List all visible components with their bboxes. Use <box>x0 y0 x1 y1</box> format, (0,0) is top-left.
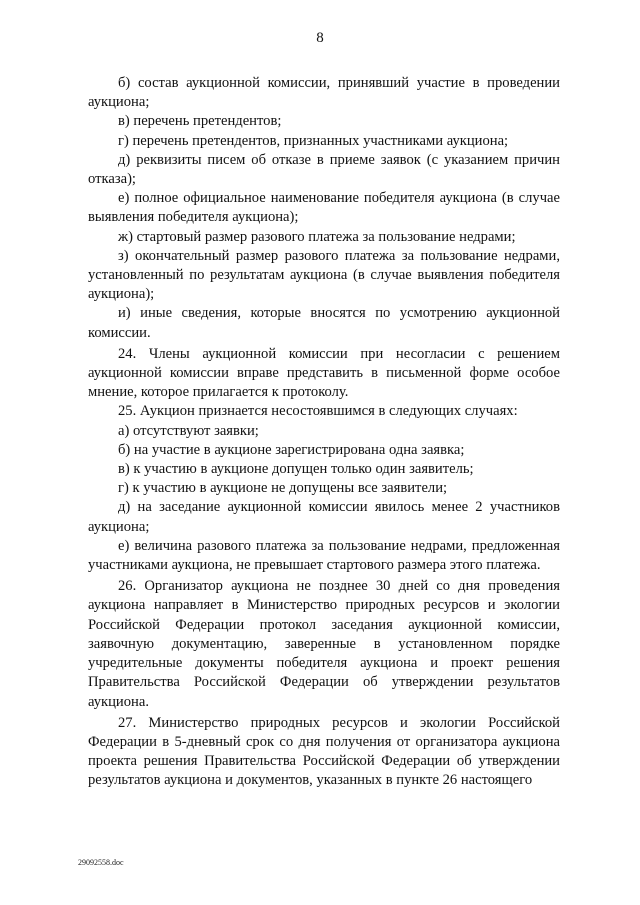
clause-27: 27. Министерство природных ресурсов и экологии Российской Федерации в 5-дневный срок со дня получения от организатора аукциона проекта решения Правительства Российской Федерации об утверждении результатов аукциона и документов, указанных в пункте 26 настоящего <box>88 714 560 789</box>
document-body <box>88 74 560 791</box>
clause-25-item-v: в) к участию в аукционе допущен только один заявитель; <box>118 461 474 478</box>
clause-25-item-b: б) на участие в аукционе зарегистрирована одна заявка; <box>118 441 465 458</box>
clause-25: 25. Аукцион признается несостоявшимся в следующих случаях: <box>118 403 518 420</box>
footer-file-name: 29092558.doc <box>78 858 124 867</box>
paragraph-item-i: и) иные сведения, которые вносятся по усмотрению аукционной комиссии. <box>88 305 560 341</box>
paragraph-item-e: е) полное официальное наименование победителя аукциона (в случае выявления победителя аукциона); <box>88 190 560 226</box>
clause-25-item-a: а) отсутствуют заявки; <box>118 422 259 439</box>
clause-25-item-d: д) на заседание аукционной комиссии явилось менее 2 участников аукциона; <box>88 499 560 535</box>
clause-24: 24. Члены аукционной комиссии при несогласии с решением аукционной комиссии вправе представить в письменной форме особое мнение, которое прилагается к протоколу. <box>88 345 560 401</box>
paragraph-item-zh: ж) стартовый размер разового платежа за пользование недрами; <box>118 228 516 245</box>
clause-25-item-e: е) величина разового платежа за пользование недрами, предложенная участниками аукциона, не превышает стартового размера этого платежа. <box>88 537 560 574</box>
paragraph-item-b: б) состав аукционной комиссии, принявший участие в проведении аукциона; <box>88 75 560 111</box>
paragraph-item-g: г) перечень претендентов, признанных участниками аукциона; <box>118 132 509 149</box>
clause-25-item-g: г) к участию в аукционе не допущены все заявители; <box>118 480 448 497</box>
paragraph-item-v: в) перечень претендентов; <box>118 113 282 130</box>
paragraph-item-z: з) окончательный размер разового платежа за пользование недрами, установленный по результатам аукциона (в случае выявления победителя аукциона); <box>88 247 560 303</box>
clause-26: 26. Организатор аукциона не позднее 30 дней со дня проведения аукциона направляет в Министерство природных ресурсов и экологии Российской Федерации протокол заседания аукционной комиссии, заявочную документацию, заверенные в установленном порядке учредительные документы победителя аукциона и проект решения Правительства Российской Федерации об утверждении результатов аукциона. <box>88 578 560 710</box>
paragraph-item-d: д) реквизиты писем об отказе в приеме заявок (с указанием причин отказа); <box>88 151 560 188</box>
page-number: 8 <box>316 30 324 46</box>
